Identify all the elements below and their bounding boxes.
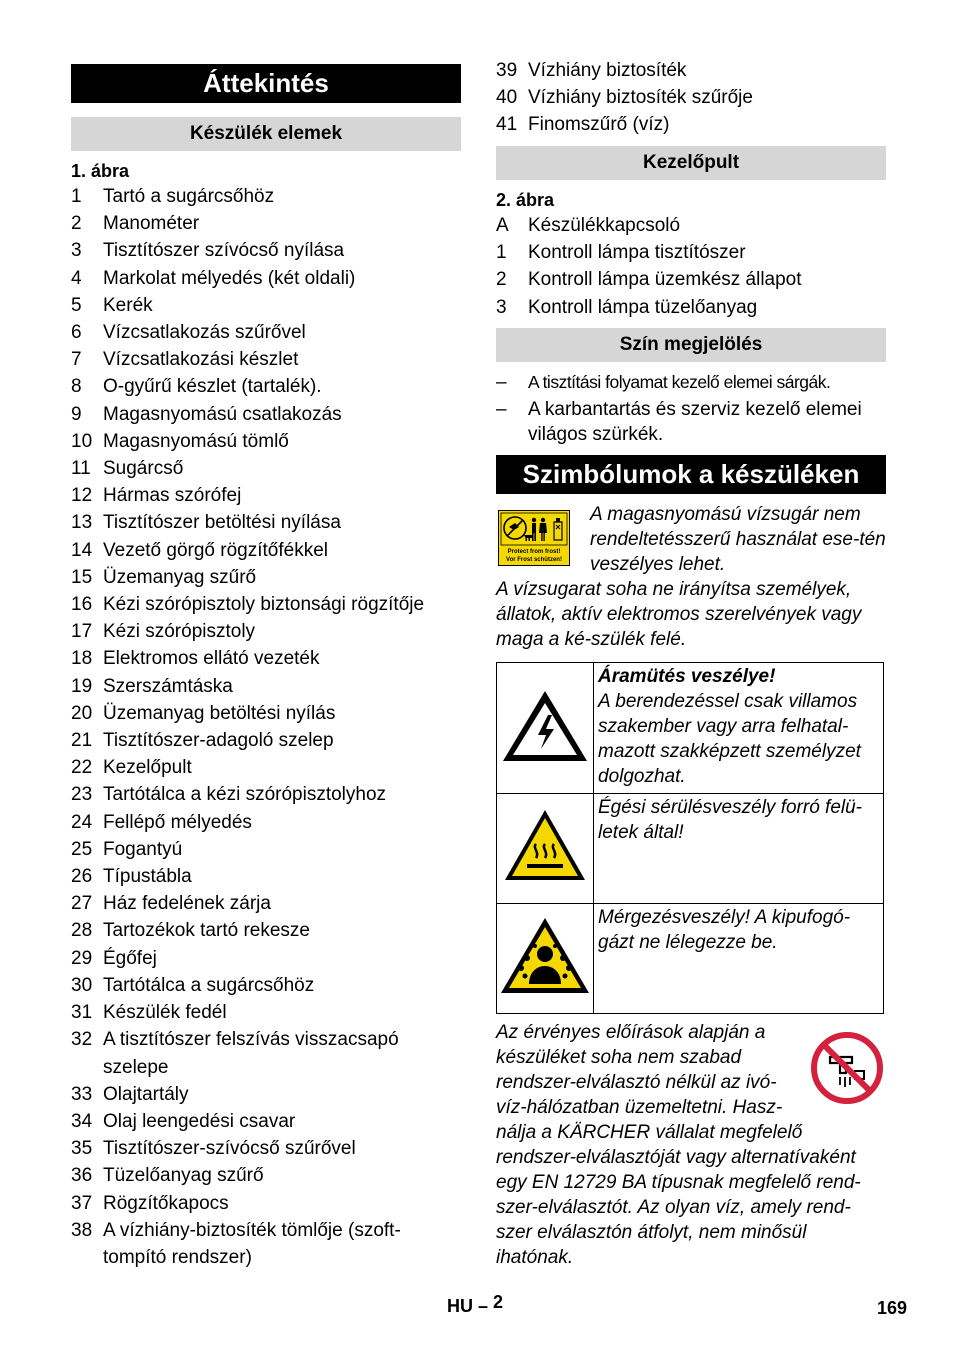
list-item-number: 11: [71, 458, 91, 480]
symbols-intro: [496, 502, 886, 652]
list-item: [71, 482, 461, 509]
notice-line: ihatónak.: [496, 1247, 574, 1268]
list-item: [71, 890, 461, 917]
list-item-number: 9: [71, 403, 82, 425]
list-item-text: Vízcsatlakozás szűrővel: [103, 322, 306, 344]
footer-language: HU: [447, 1296, 473, 1316]
list-item-text: Fellépő mélyedés: [103, 811, 252, 833]
list-item-number: A: [496, 215, 509, 236]
list-item-text: Tisztítószer szívócső nyílása: [103, 240, 345, 262]
list-item: [71, 781, 461, 808]
footer-language-section: [447, 1292, 504, 1317]
list-item-number: 22: [71, 757, 93, 779]
list-item-text: O-gyűrű készlet (tartalék).: [103, 376, 322, 398]
list-item-text: A tisztítószer felszívás visszacsapó szelepe: [103, 1029, 399, 1078]
device-parts-list-continued: [496, 57, 886, 139]
list-item: [71, 292, 461, 319]
list-item-text: Fogantyú: [103, 838, 183, 860]
list-item: [71, 509, 461, 536]
notice-line: rendszer-elválasztó nélkül az ivó-: [496, 1072, 777, 1093]
figure-label-1: 1. ábra: [71, 161, 130, 181]
table-cell: [497, 794, 594, 904]
list-item: [71, 945, 461, 972]
list-item: [71, 346, 461, 373]
list-item: [71, 1026, 461, 1080]
list-item-number: 1: [496, 242, 507, 264]
list-item-text: Magasnyomású csatlakozás: [103, 403, 342, 425]
table-cell: [497, 904, 594, 1014]
list-item: [71, 455, 461, 482]
list-item: [496, 57, 886, 84]
notice-line: szer elválasztón átfolyt, nem minősül: [496, 1222, 807, 1243]
list-item: [71, 373, 461, 400]
list-item-text: Égőfej: [103, 947, 157, 969]
notice-line: szer-elválasztót. Az olyan víz, amely rend-: [496, 1197, 851, 1218]
list-item-text: Tisztítószer betöltési nyílása: [103, 512, 341, 534]
table-row: [497, 904, 884, 1014]
list-item-number: 13: [71, 512, 93, 534]
list-item-number: 21: [71, 730, 93, 752]
list-item: [71, 863, 461, 890]
list-item: [71, 754, 461, 781]
device-parts-list: [71, 183, 461, 1271]
table-row: [497, 663, 884, 794]
list-item-text: Kézi szórópisztoly: [103, 621, 256, 643]
list-item-text: Vízhiány biztosíték: [528, 60, 687, 81]
badge-text-1: Protect from frost!: [507, 549, 561, 555]
list-item-text: A karbantartás és szerviz kezelő elemei világos szürkék.: [528, 399, 862, 445]
list-item-number: 25: [71, 838, 93, 860]
list-item: [71, 809, 461, 836]
list-item-text: Tartozékok tartó rekesze: [103, 920, 310, 942]
list-item-number: 10: [71, 430, 93, 452]
list-item-number: 7: [71, 349, 82, 371]
table-row: [497, 794, 884, 904]
table-cell: [594, 663, 884, 794]
list-item: [71, 999, 461, 1026]
list-item-text: Típustábla: [103, 866, 192, 888]
list-dash: –: [496, 372, 507, 393]
list-item: [71, 564, 461, 591]
list-item-number: 3: [71, 240, 82, 262]
notice-line: víz-hálózatban üzemeltetni. Hasz-: [496, 1097, 783, 1118]
list-item-text: Olaj leengedési csavar: [103, 1110, 296, 1132]
list-item: [71, 700, 461, 727]
list-item-text: Hármas szórófej: [103, 485, 242, 507]
list-item: [71, 591, 461, 618]
list-item: [496, 239, 886, 266]
list-item-number: 18: [71, 648, 93, 670]
list-item: [71, 401, 461, 428]
list-item-text: Készülékkapcsoló: [528, 215, 681, 236]
list-item: [71, 265, 461, 292]
list-item-text: Kézi szórópisztoly biztonsági rögzítője: [103, 594, 425, 616]
list-item-number: 26: [71, 866, 93, 888]
control-panel-list: [496, 212, 886, 321]
warning-symbols-table: [496, 662, 884, 1014]
list-item: [496, 397, 886, 447]
list-item: [71, 1081, 461, 1108]
list-item-text: Üzemanyag betöltési nyílás: [103, 702, 336, 724]
list-item-number: 38: [71, 1219, 93, 1241]
list-item-text: Üzemanyag szűrő: [103, 566, 257, 588]
list-item: [71, 319, 461, 346]
section-heading-symbols: Szimbólumok a készüléken: [496, 455, 886, 494]
list-item: [71, 1162, 461, 1189]
list-item-text: A vízhiány-biztosíték tömlője (szoft-tompító rendszer): [103, 1219, 401, 1268]
list-item-number: 2: [496, 269, 507, 291]
list-item-number: 29: [71, 947, 93, 969]
list-item-number: 8: [71, 376, 82, 398]
list-item: [71, 618, 461, 645]
subheading-control-panel: Kezelőpult: [496, 146, 886, 180]
table-cell: [594, 794, 884, 904]
list-dash: –: [496, 399, 507, 420]
warning-electric-title: Áramütés veszélye!: [598, 666, 776, 687]
list-item-text: Tartó a sugárcsőhöz: [103, 186, 275, 207]
list-item-number: 16: [71, 594, 93, 616]
list-item: [496, 294, 886, 321]
list-item-text: Kezelőpult: [103, 757, 192, 779]
page-number: 169: [877, 1298, 908, 1318]
list-item-text: Rögzítőkapocs: [103, 1192, 229, 1214]
list-item-number: 30: [71, 974, 93, 996]
notice-line: egy EN 12729 BA típusnak megfelelő rend-: [496, 1172, 861, 1193]
list-item-number: 36: [71, 1165, 93, 1187]
list-item: [496, 266, 886, 293]
list-item: [71, 537, 461, 564]
list-item: [71, 210, 461, 237]
list-item: [71, 645, 461, 672]
list-item-number: 1: [71, 186, 82, 207]
list-item-text: A tisztítási folyamat kezelő elemei sárgák.: [528, 372, 831, 392]
list-item: [496, 111, 886, 138]
list-item-number: 4: [71, 267, 82, 289]
badge-text-2: Vor Frost schützen!: [506, 557, 562, 563]
frost-warning-badge-icon: [498, 510, 570, 566]
list-item-text: Manométer: [103, 213, 200, 235]
list-item-number: 24: [71, 811, 93, 833]
list-item-text: Tartótálca a sugárcsőhöz: [103, 974, 315, 996]
list-item-text: Elektromos ellátó vezeték: [103, 648, 320, 670]
list-item-text: Szerszámtáska: [103, 675, 233, 697]
notice-line: nálja a KÄRCHER vállalat megfelelő: [496, 1122, 803, 1143]
list-item-number: 37: [71, 1192, 93, 1214]
warning-hot-text: Égési sérülésveszély forró felü-letek által!: [598, 797, 862, 843]
list-item-number: 35: [71, 1138, 93, 1160]
list-item-number: 14: [71, 539, 93, 561]
notice-line: rendszer-elválasztóját vagy alternatívaként: [496, 1147, 856, 1168]
list-item-text: Kontroll lámpa üzemkész állapot: [528, 269, 802, 291]
table-cell: [594, 904, 884, 1014]
list-item-number: 2: [71, 213, 82, 235]
footer-section: 2: [493, 1292, 504, 1312]
list-item-number: 31: [71, 1002, 93, 1024]
no-drinking-water-connection-icon: [810, 1031, 884, 1105]
list-item-number: 19: [71, 675, 93, 697]
list-item-text: Ház fedelének zárja: [103, 893, 271, 915]
figure-label-2: 2. ábra: [496, 190, 555, 210]
list-item-number: 15: [71, 566, 93, 588]
table-cell: [497, 663, 594, 794]
list-item-text: Olajtartály: [103, 1083, 189, 1105]
list-item: [71, 428, 461, 455]
electric-shock-warning-icon: [500, 687, 590, 765]
list-item: [496, 212, 886, 239]
subheading-color-marking: Szín megjelölés: [496, 328, 886, 362]
list-item-text: Vízcsatlakozási készlet: [103, 349, 299, 371]
list-item-text: Tisztítószer-szívócső szűrővel: [103, 1138, 356, 1160]
list-item: [496, 370, 886, 395]
list-item-number: 23: [71, 784, 93, 806]
list-item-number: 5: [71, 294, 82, 316]
list-item: [71, 1217, 461, 1271]
list-item-number: 40: [496, 87, 518, 109]
warning-electric-text: A berendezéssel csak villamos szakember vagy arra felhatal-mazott szakképzett személyzet dolgozhat.: [598, 691, 861, 787]
list-item-number: 27: [71, 893, 93, 915]
list-item: [71, 1135, 461, 1162]
notice-line: Az érvényes előírások alapján a: [496, 1022, 766, 1043]
list-item: [71, 183, 461, 210]
list-item-text: Vezető görgő rögzítőfékkel: [103, 539, 328, 561]
list-item-number: 41: [496, 114, 518, 136]
list-item: [71, 836, 461, 863]
drinking-water-notice: [496, 1020, 886, 1270]
list-item-text: Tartótálca a kézi szórópisztolyhoz: [103, 784, 387, 806]
list-item-text: Kerék: [103, 294, 153, 316]
list-item-text: Tüzelőanyag szűrő: [103, 1165, 264, 1187]
warning-poison-text: Mérgezésveszély! A kipufogó-gázt ne lélegezze be.: [598, 907, 851, 953]
list-item: [71, 972, 461, 999]
section-heading-overview: Áttekintés: [71, 64, 461, 103]
list-item: [71, 237, 461, 264]
list-item: [71, 727, 461, 754]
notice-line: készüléket soha nem szabad: [496, 1047, 742, 1068]
symbols-intro-text-1: A magasnyomású vízsugár nem rendeltetésszerű használat ese-tén veszélyes lehet.: [590, 504, 886, 575]
list-item: [71, 673, 461, 700]
list-item-text: Markolat mélyedés (két oldali): [103, 267, 356, 289]
list-item: [71, 917, 461, 944]
toxic-exhaust-warning-icon: [499, 916, 591, 996]
list-item-number: 6: [71, 322, 82, 344]
list-item-text: Készülék fedél: [103, 1002, 227, 1024]
list-item-number: 39: [496, 60, 518, 81]
footer-dash: –: [478, 1296, 489, 1316]
list-item-text: Kontroll lámpa tüzelőanyag: [528, 296, 758, 318]
list-item: [71, 1108, 461, 1135]
list-item-number: 34: [71, 1110, 93, 1132]
list-item-number: 3: [496, 296, 507, 318]
list-item-number: 20: [71, 702, 93, 724]
list-item-text: Tisztítószer-adagoló szelep: [103, 730, 334, 752]
color-marking-list: [496, 370, 886, 449]
symbols-intro-text-2: A vízsugarat soha ne irányítsa személyek, állatok, aktív elektromos szerelvények vagy maga a ké-szülék felé.: [496, 579, 862, 650]
list-item-number: 12: [71, 485, 93, 507]
list-item-text: Vízhiány biztosíték szűrője: [528, 87, 753, 109]
list-item-number: 32: [71, 1029, 93, 1051]
list-item-text: Magasnyomású tömlő: [103, 430, 289, 452]
hot-surface-warning-icon: [503, 808, 587, 884]
list-item: [496, 84, 886, 111]
subheading-device-parts: Készülék elemek: [71, 117, 461, 151]
list-item-number: 28: [71, 920, 93, 942]
list-item-text: Sugárcső: [103, 458, 184, 480]
list-item-number: 33: [71, 1083, 93, 1105]
list-item-text: Kontroll lámpa tisztítószer: [528, 242, 746, 264]
list-item-number: 17: [71, 621, 93, 643]
list-item-text: Finomszűrő (víz): [528, 114, 670, 136]
list-item: [71, 1190, 461, 1217]
